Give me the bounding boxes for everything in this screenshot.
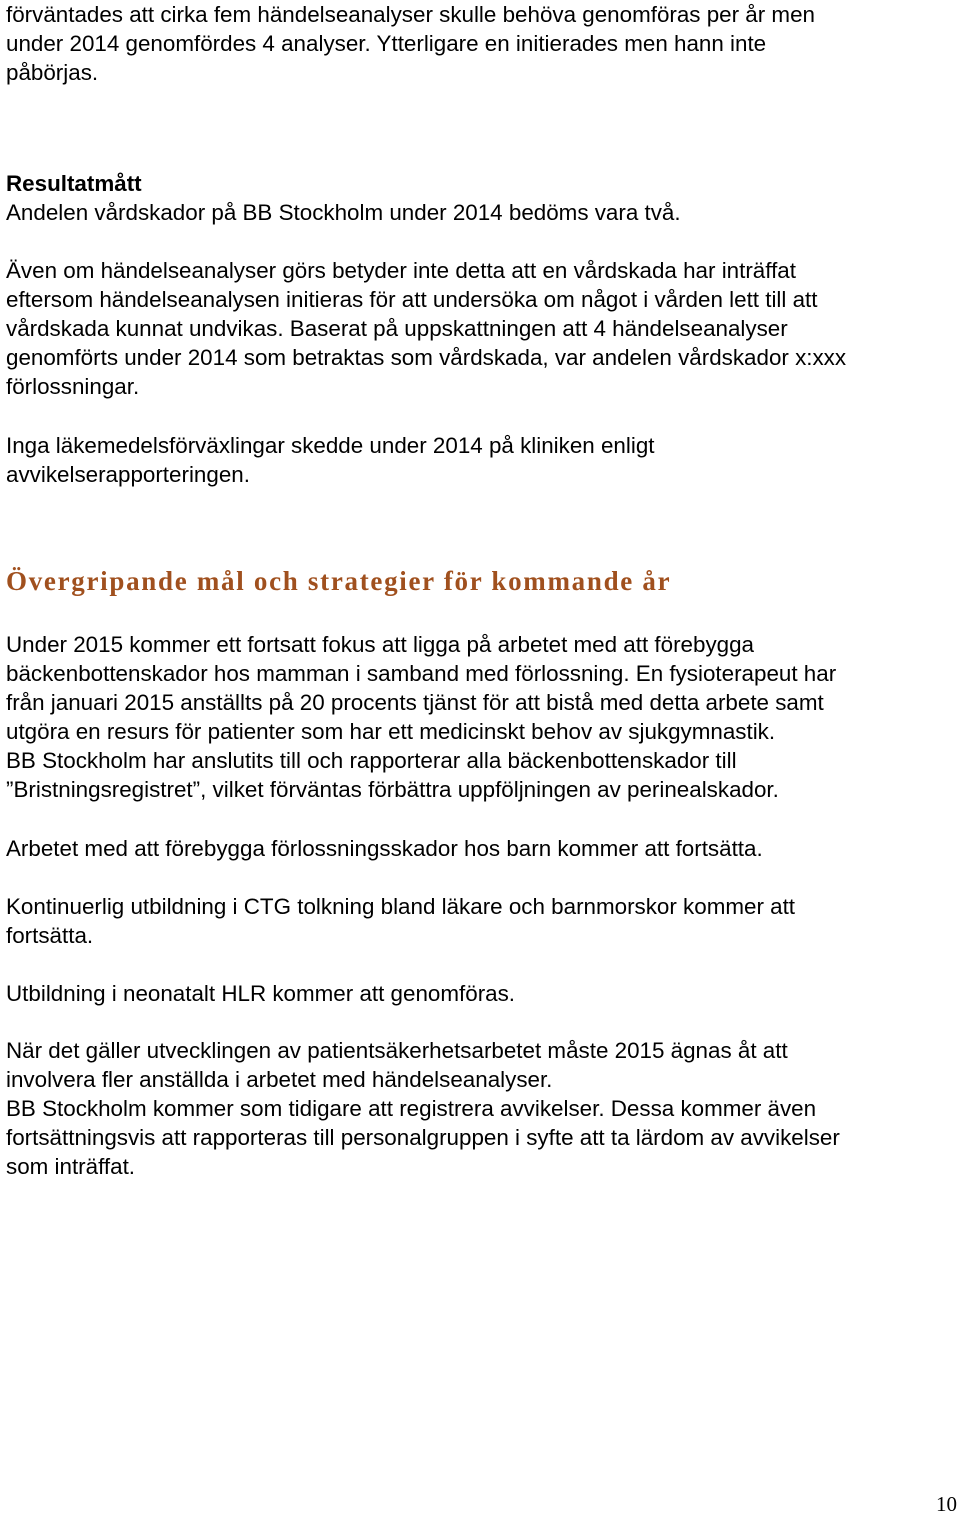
result-section (6, 169, 956, 227)
result-text: Andelen vårdskador på BB Stockholm under 2014 bedöms vara två. (6, 200, 681, 225)
paragraph-line: BB Stockholm har anslutits till och rapporterar alla bäckenbottenskador till (6, 748, 737, 773)
paragraph-line: Arbetet med att förebygga förlossningsskador hos barn kommer att fortsätta. (6, 836, 763, 861)
paragraph-line: förlossningar. (6, 374, 140, 399)
intro-paragraph (6, 0, 956, 87)
paragraph-line: utgöra en resurs för patienter som har ett medicinskt behov av sjukgymnastik. (6, 719, 776, 744)
paragraph-line: Under 2015 kommer ett fortsatt fokus att ligga på arbetet med att förebygga (6, 632, 755, 657)
paragraph-line: fortsätta. (6, 923, 94, 948)
paragraph-line: Även om händelseanalyser görs betyder inte detta att en vårdskada har inträffat (6, 258, 796, 283)
paragraph-line: vårdskada kunnat undvikas. Baserat på uppskattningen att 4 händelseanalyser (6, 316, 788, 341)
paragraph-line: fortsättningsvis att rapporteras till personalgruppen i syfte att ta lärdom av avvikelser (6, 1125, 840, 1150)
page-number: 10 (936, 1492, 957, 1516)
paragraph-line: genomförts under 2014 som betraktas som vårdskada, var andelen vårdskador x:xxx (6, 345, 847, 370)
paragraph-forlossningsskador (6, 834, 956, 863)
paragraph-line: Kontinuerlig utbildning i CTG tolkning bland läkare och barnmorskor kommer att (6, 894, 796, 919)
result-title: Resultatmått (6, 171, 142, 196)
intro-line: påbörjas. (6, 60, 99, 85)
section-heading: Övergripande mål och strategier för kommande år (6, 566, 672, 596)
paragraph-line: BB Stockholm kommer som tidigare att registrera avvikelser. Dessa kommer även (6, 1096, 817, 1121)
paragraph-line: som inträffat. (6, 1154, 136, 1179)
intro-line: förväntades att cirka fem händelseanalyser skulle behöva genomföras per år men (6, 2, 815, 27)
paragraph-patientsakerhet (6, 1036, 956, 1181)
paragraph-line: avvikelserapporteringen. (6, 462, 250, 487)
paragraph-vardskada (6, 256, 956, 401)
paragraph-line: När det gäller utvecklingen av patientsäkerhetsarbetet måste 2015 ägnas åt att (6, 1038, 788, 1063)
paragraph-ctg (6, 892, 956, 950)
paragraph-line: bäckenbottenskador hos mamman i samband med förlossning. En fysioterapeut har (6, 661, 837, 686)
paragraph-line: Inga läkemedelsförväxlingar skedde under 2014 på kliniken enligt (6, 433, 655, 458)
paragraph-line: eftersom händelseanalysen initieras för att undersöka om något i vården lett till att (6, 287, 818, 312)
paragraph-line: ”Bristningsregistret”, vilket förväntas förbättra uppföljningen av perinealskador. (6, 777, 779, 802)
paragraph-backenbotten (6, 630, 956, 804)
paragraph-line: involvera fler anställda i arbetet med händelseanalyser. (6, 1067, 553, 1092)
paragraph-hlr (6, 979, 956, 1008)
paragraph-line: Utbildning i neonatalt HLR kommer att genomföras. (6, 981, 516, 1006)
paragraph-lakemedel (6, 431, 956, 489)
paragraph-line: från januari 2015 anställts på 20 procents tjänst för att bistå med detta arbete samt (6, 690, 824, 715)
intro-line: under 2014 genomfördes 4 analyser. Ytterligare en initierades men hann inte (6, 31, 767, 56)
